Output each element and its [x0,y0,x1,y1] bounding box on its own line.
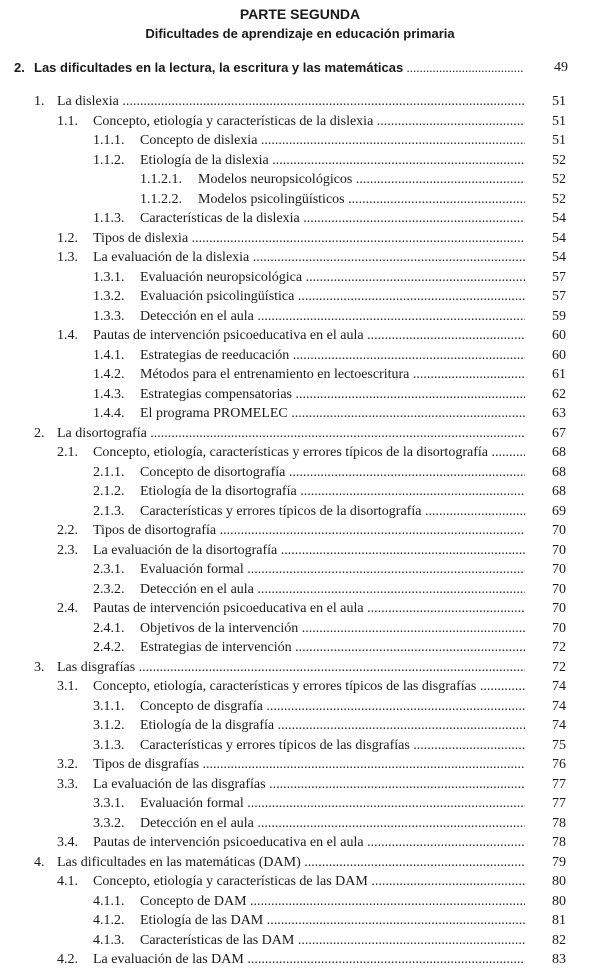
entry-page: 77 [552,776,566,792]
entry-title: Tipos de disortografía ..... [93,521,525,541]
entry-page: 78 [552,815,566,831]
toc-entry [0,365,600,385]
entry-title: Características de las DAM ..... [140,931,525,951]
entry-page: 63 [552,406,566,421]
entry-number: 1.4.1. [93,347,125,363]
entry-number: 1.4.4. [93,406,125,421]
entry-page: 70 [552,523,566,538]
entry-page: 54 [552,230,566,246]
entry-title: Concepto, etiología y características de las DAM ..... [93,872,525,892]
entry-page: 74 [552,698,566,714]
entry-number: 1.1. [57,113,78,129]
toc-entry [0,872,600,892]
toc-entry [0,92,600,112]
entry-page: 57 [552,289,566,304]
entry-title: La evaluación de la dislexia ..... [93,248,525,268]
entry-page: 69 [552,503,566,519]
entry-number: 2.1.1. [93,464,125,480]
entry-title: Evaluación psicolingüística ..... [140,287,525,307]
entry-title: Modelos neuropsicológicos ..... [198,170,525,190]
toc-entry [0,755,600,775]
toc-entry [0,892,600,912]
toc-entry [0,599,600,619]
entry-page: 52 [552,172,566,187]
entry-page: 68 [552,484,566,499]
toc-entry [0,580,600,600]
entry-number: 2.3. [57,542,78,558]
entry-title: Etiología de la disortografía ..... [140,482,525,502]
entry-page: 83 [552,952,566,967]
part-title: PARTE SEGUNDA [239,6,361,22]
entry-page: 70 [552,542,566,558]
entry-page: 62 [552,386,566,402]
entry-title: Etiología de las DAM ..... [140,911,525,931]
entry-title: Concepto, etiología y características de la dislexia ..... [93,112,525,132]
entry-number: 4. [34,854,45,870]
entry-page: 80 [552,874,566,889]
entry-title: Concepto, etiología, características y errores típicos de las disgrafías ..... [93,677,525,697]
toc-entry [0,521,600,541]
chapter-heading [14,60,574,78]
toc-entry [0,911,600,931]
entry-number: 3.1.1. [93,698,125,714]
toc-entry [0,794,600,814]
toc-entry [0,131,600,151]
entry-number: 1.1.3. [93,211,125,226]
entry-number: 3.1. [57,679,78,694]
entry-title: Métodos para el entrenamiento en lectoescritura ..... [140,365,525,385]
entry-page: 72 [552,659,566,675]
entry-title: La dislexia ..... [57,92,525,112]
toc-entry [0,190,600,210]
entry-number: 1.3.2. [93,289,125,304]
entry-title: Tipos de dislexia ..... [93,229,525,249]
entry-number: 4.1.1. [93,893,125,909]
entry-title: Concepto de dislexia ..... [140,131,525,151]
entry-page: 75 [552,737,566,753]
chapter-title: Las dificultades en la lectura, la escritura y las matemáticas ..... [34,60,524,76]
entry-page: 70 [552,562,566,577]
entry-number: 1.1.1. [93,133,125,148]
entry-title: Estrategias de reeducación ..... [140,346,525,366]
entry-number: 4.1.2. [93,913,125,928]
entry-title: Estrategias de intervención ..... [140,638,525,658]
entry-number: 3.3. [57,776,78,792]
entry-number: 1.1.2. [93,152,125,168]
entry-page: 79 [552,854,566,870]
entry-title: Concepto de disortografía ..... [140,463,525,483]
entry-page: 67 [552,425,566,441]
entry-number: 1.4.3. [93,386,125,402]
chapter-number: 2. [14,60,25,75]
entry-title: Las dificultades en las matemáticas (DAM) ..... [57,853,525,873]
toc-entry [0,658,600,678]
entry-number: 1.4. [57,328,78,343]
entry-number: 1. [34,94,45,109]
toc-entry [0,697,600,717]
entry-page: 51 [552,113,566,129]
entry-number: 2.1.2. [93,484,125,499]
toc-entry [0,385,600,405]
entry-page: 77 [552,796,566,811]
entry-title: Concepto de DAM ..... [140,892,525,912]
entry-page: 74 [552,679,566,694]
toc-entry [0,443,600,463]
entry-title: La evaluación de las disgrafías ..... [93,775,525,795]
entry-page: 51 [552,94,566,109]
entry-title: Estrategias compensatorias ..... [140,385,525,405]
toc-entry [0,950,600,970]
entry-title: Tipos de disgrafías ..... [93,755,525,775]
entry-page: 57 [552,269,566,285]
entry-page: 52 [552,152,566,168]
toc-entry [0,346,600,366]
entry-title: Pautas de intervención psicoeducativa en el aula ..... [93,833,525,853]
entry-page: 61 [552,367,566,382]
toc-entry [0,560,600,580]
toc-entry [0,736,600,756]
entry-title: Detección en el aula ..... [140,814,525,834]
entry-page: 51 [552,133,566,148]
toc-entry [0,541,600,561]
toc-entry [0,170,600,190]
entry-title: La evaluación de la disortografía ..... [93,541,525,561]
entry-title: Detección en el aula ..... [140,307,525,327]
entry-page: 60 [552,347,566,363]
entry-title: La disortografía ..... [57,424,525,444]
entry-number: 3.2. [57,757,78,772]
toc-entry [0,248,600,268]
toc-entry [0,775,600,795]
entry-page: 76 [552,757,566,772]
toc-entry [0,619,600,639]
entry-number: 1.3. [57,250,78,265]
entry-page: 72 [552,640,566,655]
entry-title: Detección en el aula ..... [140,580,525,600]
chapter-page: 49 [554,60,568,75]
part-subtitle: Dificultades de aprendizaje en educación primaria [145,26,455,41]
entry-number: 4.2. [57,952,78,967]
entry-title: Objetivos de la intervención ..... [140,619,525,639]
entry-number: 2.4. [57,601,78,616]
entry-page: 80 [552,893,566,909]
entry-page: 82 [552,932,566,948]
entry-page: 60 [552,328,566,343]
toc-entry [0,268,600,288]
toc-entry [0,307,600,327]
entry-number: 1.1.2.1. [140,172,182,187]
toc-entry [0,814,600,834]
toc-entry [0,853,600,873]
entry-page: 70 [552,620,566,636]
entry-number: 1.4.2. [93,367,125,382]
entry-title: Pautas de intervención psicoeducativa en el aula ..... [93,599,525,619]
toc-entry [0,463,600,483]
entry-number: 4.1.3. [93,932,125,948]
toc-entry [0,931,600,951]
toc-entry [0,424,600,444]
toc-entry [0,151,600,171]
entry-page: 54 [552,250,566,265]
entry-title: El programa PROMELEC ..... [140,404,525,424]
entry-title: Concepto, etiología, características y errores típicos de la disortografía ..... [93,443,525,463]
entry-title: Características de la dislexia ..... [140,209,525,229]
toc-entry [0,638,600,658]
entry-page: 59 [552,308,566,324]
entry-page: 54 [552,211,566,226]
toc-entry [0,112,600,132]
entry-page: 70 [552,581,566,597]
entry-page: 81 [552,913,566,928]
entry-number: 3. [34,659,45,675]
entry-title: Evaluación neuropsicológica ..... [140,268,525,288]
entry-title: Modelos psicolingüísticos ..... [198,190,525,210]
entry-title: Pautas de intervención psicoeducativa en el aula ..... [93,326,525,346]
toc-entry [0,209,600,229]
entry-page: 52 [552,191,566,207]
entry-title: Etiología de la dislexia ..... [140,151,525,171]
toc-entry [0,677,600,697]
entry-number: 3.4. [57,835,78,850]
entry-title: Evaluación formal ..... [140,560,525,580]
entry-title: Etiología de la disgrafía ..... [140,716,525,736]
entry-number: 2.3.2. [93,581,125,597]
toc-entry [0,404,600,424]
entry-title: Características y errores típicos de la disortografía ..... [140,502,525,522]
entry-number: 2. [34,425,45,441]
entry-page: 68 [552,445,566,460]
entry-number: 2.3.1. [93,562,125,577]
entry-number: 1.2. [57,230,78,246]
toc-entry [0,326,600,346]
entry-number: 4.1. [57,874,78,889]
toc-entry [0,833,600,853]
toc-entry [0,716,600,736]
entry-title: Las disgrafías ..... [57,658,525,678]
entry-number: 1.3.3. [93,308,125,324]
entry-number: 2.4.1. [93,620,125,636]
entry-number: 3.1.3. [93,737,125,753]
entry-number: 1.1.2.2. [140,191,182,207]
entry-number: 2.1. [57,445,78,460]
entry-page: 70 [552,601,566,616]
entry-number: 3.3.1. [93,796,125,811]
entry-page: 78 [552,835,566,850]
entry-title: Concepto de disgrafía ..... [140,697,525,717]
toc-entry [0,287,600,307]
entry-number: 3.3.2. [93,815,125,831]
entry-number: 1.3.1. [93,269,125,285]
toc-entry [0,482,600,502]
toc-entry [0,502,600,522]
entry-number: 2.4.2. [93,640,125,655]
entry-number: 2.1.3. [93,503,125,519]
table-of-contents [0,92,600,970]
entry-title: Evaluación formal ..... [140,794,525,814]
entry-title: La evaluación de las DAM ..... [93,950,525,970]
entry-page: 68 [552,464,566,480]
toc-entry [0,229,600,249]
entry-page: 74 [552,718,566,733]
entry-title: Características y errores típicos de las disgrafías ..... [140,736,525,756]
entry-number: 3.1.2. [93,718,125,733]
entry-number: 2.2. [57,523,78,538]
